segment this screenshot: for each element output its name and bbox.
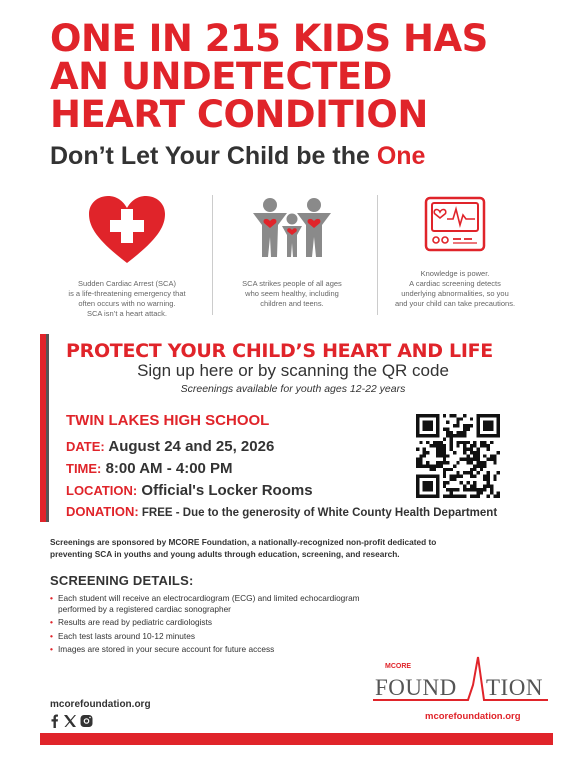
headline-line-3: HEART CONDITION (50, 93, 428, 136)
panel-title: PROTECT YOUR CHILD’S HEART AND LIFE (66, 340, 493, 362)
info-text-sca: Sudden Cardiac Arrest (SCA) is a life-threatening emergency that often occurs with no warning. SCA isn’t a heart attack. (68, 279, 186, 318)
info-text-ages: SCA strikes people of all ages who seem healthy, including children and teens. (242, 279, 342, 308)
column-divider (377, 195, 378, 315)
info-text-knowledge: Knowledge is power. A cardiac screening detects underlying abnormalities, so you and your child can take precautions. (394, 269, 516, 308)
svg-text:MCORE: MCORE (385, 663, 412, 670)
details-list (50, 593, 430, 658)
sponsor-text: Screenings are sponsored by MCORE Foundation, a nationally-recognized non-profit dedicated to preventing SCA in youths and young adults through education, screening, and research. (50, 537, 437, 559)
time-label: TIME: (66, 461, 102, 476)
headline-line-1: ONE IN 215 KIDS HAS (50, 17, 488, 60)
signup-text[interactable]: Sign up here or by scanning the QR code (137, 361, 449, 380)
social-icons (49, 714, 95, 728)
location-value: Official's Locker Rooms (141, 482, 313, 499)
heart-monitor-icon (423, 195, 487, 255)
list-item: • Results are read by pediatric cardiologists (50, 617, 213, 627)
location-row (66, 482, 313, 499)
availability-text: Screenings available for youth ages 12-22 years (180, 383, 406, 395)
qr-code[interactable] (416, 414, 500, 498)
svg-text:FOUND: FOUND (375, 675, 457, 700)
panel-accent-bar-dark (46, 334, 49, 522)
subhead-accent: One (376, 142, 426, 170)
donation-row (66, 504, 497, 519)
date-row (66, 438, 274, 455)
info-column-knowledge (380, 195, 530, 309)
list-item: • Each test lasts around 10-12 minutes (50, 630, 195, 641)
facebook-icon[interactable] (52, 715, 59, 729)
donation-value: FREE - Due to the generosity of White County Health Department (141, 507, 498, 519)
time-row (66, 460, 233, 477)
details-heading: SCREENING DETAILS: (50, 573, 194, 588)
svg-text:TION: TION (486, 675, 543, 700)
location-label: LOCATION: (66, 483, 138, 498)
heart-cross-icon (87, 195, 167, 265)
headline (50, 17, 530, 136)
list-item: • Images are stored in your secure account for future access (50, 644, 275, 654)
mcore-foundation-logo (373, 655, 548, 705)
website-link-right[interactable]: mcorefoundation.org (425, 711, 521, 722)
date-value: August 24 and 25, 2026 (108, 438, 275, 455)
headline-line-2: AN UNDETECTED (50, 55, 392, 98)
time-value: 8:00 AM - 4:00 PM (105, 460, 233, 477)
date-label: DATE: (66, 439, 105, 454)
column-divider (212, 195, 213, 315)
subhead-text: Don’t Let Your Child be the (50, 142, 377, 170)
bottom-accent-bar (40, 733, 553, 745)
donation-label: DONATION: (66, 504, 139, 519)
list-item: • Each student will receive an electrocardiogram (ECG) and limited echocardiogram performed by a registered cardiac sonographer (50, 593, 360, 614)
subheadline (50, 142, 425, 171)
info-column-ages (217, 195, 367, 309)
website-link-left[interactable]: mcorefoundation.org (50, 699, 151, 710)
instagram-icon[interactable] (81, 715, 93, 727)
x-twitter-icon[interactable] (64, 715, 76, 727)
family-icon (247, 195, 337, 265)
school-name: TWIN LAKES HIGH SCHOOL (66, 412, 270, 429)
info-column-sca (52, 195, 202, 319)
